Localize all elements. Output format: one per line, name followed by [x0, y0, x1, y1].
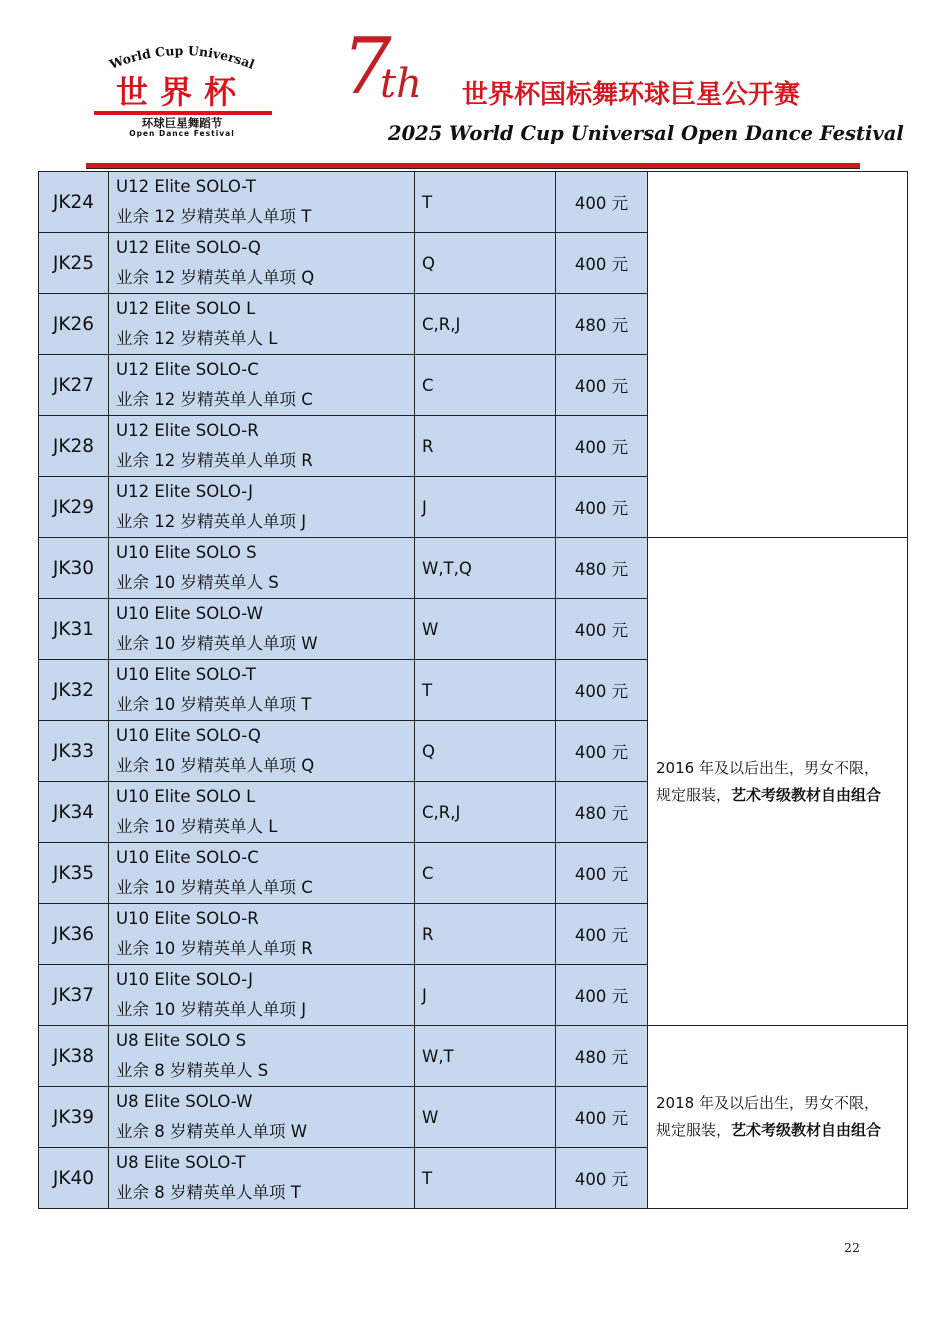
page-title-cn: 世界杯国标舞环球巨星公开赛 [462, 80, 801, 110]
event-name-en: U10 Elite SOLO-T [116, 665, 256, 684]
event-code: JK30 [39, 538, 109, 599]
logo-divider [94, 111, 272, 115]
event-name-en: U12 Elite SOLO-C [116, 360, 259, 379]
event-dances: C [415, 355, 556, 416]
table-row [39, 538, 908, 599]
edition-mark [320, 22, 440, 112]
event-code: JK33 [39, 721, 109, 782]
event-code: JK39 [39, 1087, 109, 1148]
event-name-en: U10 Elite SOLO-W [116, 604, 263, 623]
event-code: JK24 [39, 172, 109, 233]
event-fee: 400 元 [556, 843, 648, 904]
event-dances: R [415, 416, 556, 477]
event-name-en: U10 Elite SOLO-J [116, 970, 254, 989]
event-fee: 400 元 [556, 965, 648, 1026]
event-dances: T [415, 1148, 556, 1209]
event-name-en: U12 Elite SOLO-J [116, 482, 254, 501]
event-name-cn: 业余 10 岁精英单人 S [116, 573, 279, 592]
event-name-cn: 业余 10 岁精英单人单项 W [116, 634, 318, 653]
event-name-cell [109, 660, 415, 721]
event-fee: 400 元 [556, 416, 648, 477]
event-code: JK34 [39, 782, 109, 843]
table-row [39, 1026, 908, 1087]
event-dances: W [415, 1087, 556, 1148]
event-name-cn: 业余 12 岁精英单人 L [116, 329, 278, 348]
event-dances: W,T [415, 1026, 556, 1087]
eligibility-note [648, 1026, 908, 1209]
event-fee: 400 元 [556, 477, 648, 538]
event-dances: Q [415, 233, 556, 294]
event-dances: T [415, 660, 556, 721]
event-name-cell [109, 782, 415, 843]
event-name-cn: 业余 8 岁精英单人单项 W [116, 1122, 308, 1141]
event-code: JK31 [39, 599, 109, 660]
event-name-cn: 业余 10 岁精英单人 L [116, 817, 278, 836]
event-fee: 480 元 [556, 294, 648, 355]
event-name-cn: 业余 8 岁精英单人单项 T [116, 1183, 301, 1202]
event-fee: 400 元 [556, 1148, 648, 1209]
note-line-2: 规定服装， [656, 1121, 732, 1139]
event-name-cell [109, 233, 415, 294]
event-name-cn: 业余 12 岁精英单人单项 C [116, 390, 313, 409]
event-name-cell [109, 1148, 415, 1209]
event-name-cell [109, 538, 415, 599]
event-code: JK37 [39, 965, 109, 1026]
event-name-en: U12 Elite SOLO L [116, 299, 256, 318]
eligibility-note [648, 172, 908, 538]
event-dances: J [415, 477, 556, 538]
event-fee: 400 元 [556, 233, 648, 294]
event-name-en: U8 Elite SOLO-T [116, 1153, 246, 1172]
logo-arc-text: World Cup Universal [107, 42, 257, 72]
events-table-body [39, 172, 908, 1209]
festival-logo [82, 40, 282, 140]
event-name-cell [109, 904, 415, 965]
event-dances: W [415, 599, 556, 660]
event-name-cell [109, 172, 415, 233]
table-row [39, 172, 908, 233]
event-dances: C,R,J [415, 294, 556, 355]
event-dances: C,R,J [415, 782, 556, 843]
event-name-cell [109, 1087, 415, 1148]
logo-chinese-title: 世界杯 [115, 73, 248, 111]
event-name-cn: 业余 10 岁精英单人单项 T [116, 695, 312, 714]
event-name-cn: 业余 12 岁精英单人单项 Q [116, 268, 315, 287]
page-title-en: 2025 World Cup Universal Open Dance Festival [388, 122, 904, 145]
event-name-cell [109, 416, 415, 477]
event-name-cn: 业余 12 岁精英单人单项 T [116, 207, 312, 226]
event-fee: 400 元 [556, 721, 648, 782]
event-name-cn: 业余 12 岁精英单人单项 R [116, 451, 313, 470]
event-code: JK40 [39, 1148, 109, 1209]
event-fee: 400 元 [556, 1087, 648, 1148]
event-name-en: U8 Elite SOLO-W [116, 1092, 253, 1111]
event-code: JK32 [39, 660, 109, 721]
note-line-1: 2016 年及以后出生，男女不限， [656, 758, 879, 777]
event-name-cn: 业余 8 岁精英单人 S [116, 1061, 269, 1080]
event-code: JK28 [39, 416, 109, 477]
event-dances: J [415, 965, 556, 1026]
event-name-cell [109, 599, 415, 660]
event-code: JK27 [39, 355, 109, 416]
edition-number: 7 [342, 22, 392, 112]
event-name-cell [109, 477, 415, 538]
event-code: JK36 [39, 904, 109, 965]
note-line-2: 规定服装， [656, 785, 732, 804]
event-name-en: U12 Elite SOLO-T [116, 177, 256, 196]
event-dances: T [415, 172, 556, 233]
header-divider-black [86, 168, 860, 169]
event-code: JK38 [39, 1026, 109, 1087]
event-name-en: U10 Elite SOLO-R [116, 909, 259, 928]
event-fee: 400 元 [556, 355, 648, 416]
event-fee: 400 元 [556, 660, 648, 721]
event-name-cell [109, 355, 415, 416]
events-table [38, 171, 908, 1209]
event-dances: W,T,Q [415, 538, 556, 599]
event-name-en: U12 Elite SOLO-Q [116, 238, 261, 257]
svg-text:World Cup Universal [106, 43, 256, 72]
event-name-en: U12 Elite SOLO-R [116, 421, 259, 440]
event-code: JK25 [39, 233, 109, 294]
event-code: JK26 [39, 294, 109, 355]
event-name-cell [109, 1026, 415, 1087]
event-fee: 480 元 [556, 1026, 648, 1087]
event-dances: R [415, 904, 556, 965]
event-name-cn: 业余 10 岁精英单人单项 Q [116, 756, 315, 775]
logo-subtitle-cn: 环球巨星舞蹈节 [141, 116, 223, 130]
event-fee: 400 元 [556, 172, 648, 233]
event-code: JK35 [39, 843, 109, 904]
event-name-cn: 业余 10 岁精英单人单项 J [116, 1000, 307, 1019]
event-dances: C [415, 843, 556, 904]
event-name-en: U10 Elite SOLO-Q [116, 726, 261, 745]
event-name-en: U10 Elite SOLO-C [116, 848, 259, 867]
event-name-cell [109, 294, 415, 355]
event-code: JK29 [39, 477, 109, 538]
event-fee: 400 元 [556, 904, 648, 965]
note-line-2-emphasis: 艺术考级教材自由组合 [731, 1121, 882, 1139]
eligibility-note [648, 538, 908, 1026]
event-dances: Q [415, 721, 556, 782]
event-fee: 480 元 [556, 782, 648, 843]
note-line-1: 2018 年及以后出生，男女不限， [656, 1094, 879, 1112]
event-name-cn: 业余 12 岁精英单人单项 J [116, 512, 307, 531]
event-name-en: U8 Elite SOLO S [116, 1031, 247, 1050]
event-fee: 480 元 [556, 538, 648, 599]
event-fee: 400 元 [556, 599, 648, 660]
event-name-cell [109, 721, 415, 782]
event-name-cell [109, 965, 415, 1026]
edition-suffix: th [380, 61, 422, 107]
event-name-cell [109, 843, 415, 904]
event-name-cn: 业余 10 岁精英单人单项 C [116, 878, 313, 897]
event-name-cn: 业余 10 岁精英单人单项 R [116, 939, 313, 958]
logo-subtitle-en: Open Dance Festival [129, 129, 235, 138]
event-name-en: U10 Elite SOLO S [116, 543, 257, 562]
page-number: 22 [844, 1240, 860, 1255]
note-line-2-emphasis: 艺术考级教材自由组合 [731, 785, 882, 804]
event-name-en: U10 Elite SOLO L [116, 787, 256, 806]
